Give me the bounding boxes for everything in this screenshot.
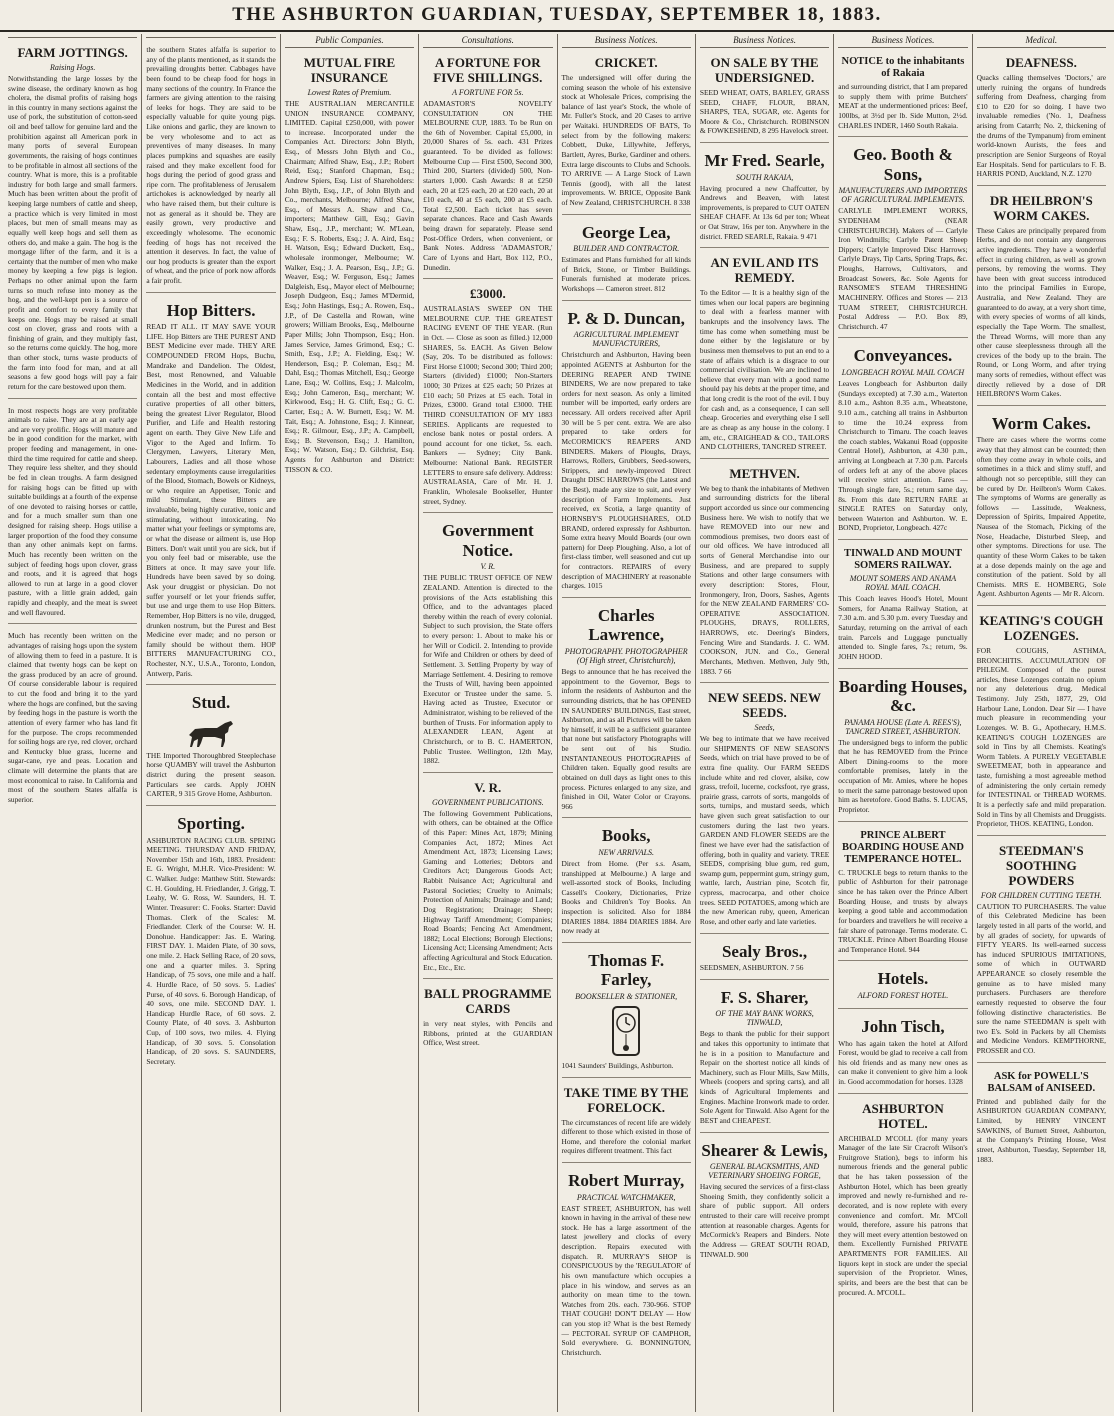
advertisement-block xyxy=(146,297,275,686)
advertisement-block xyxy=(700,147,829,248)
block-text: To the Editor — It is a healthy sign of the times when our local papers are beginning to deal with a fearless manner with bankrupts and the insolvency laws. The time has come when something must be done either by the legislature or by business men themselves to put an end to a state of affairs which is a disgrace to our commercial civilisation. We are inclined to believe that every man with a good name should pay his debts at the proper time, and that long credit is the root of the evil. I buy for cash and, as a consequence, I can sell cheap. Groceries and everything else I sell are as cheap as any house in the colony. I am, etc., CRAIGHEAD & CO., TAILORS AND CLOTHIERS, TANCRED STREET. xyxy=(699,288,830,452)
block-title: ASHBURTON HOTEL. xyxy=(862,1100,944,1131)
advertisement-block xyxy=(838,1098,967,1304)
advertisement-block xyxy=(977,610,1106,836)
advertisement-block xyxy=(700,252,829,459)
block-subtitle: Seeds, xyxy=(754,723,775,733)
advertisement-block xyxy=(562,52,691,215)
advertisement-block xyxy=(8,403,137,625)
advertisement-block xyxy=(146,42,275,293)
advertisement-block xyxy=(423,283,552,513)
clock-engraving xyxy=(603,1003,649,1059)
masthead-title: THE ASHBURTON GUARDIAN, TUESDAY, SEPTEMBER 18, 1883. xyxy=(232,4,882,25)
block-text: The circumstances of recent life are widely different to those which existed in those of Home, and therefore the colonial market requires different treatment. This fact xyxy=(561,1117,691,1156)
block-text: Leaves Longbeach for Ashburton daily (Sundays excepted) at 7.30 a.m., Waterton 8.10 a.m., Ashton 8.35 a.m., Wheatstone, 9.10 a.m., catching all trains in Ashburton to time the 10.24 express from Christchurch to Timaru. The coach leaves the coach stables, Wakanui Road (opposite Central Hotel), Ashburton, at 4.30 p.m., arriving at Longbeach at 7.30 p.m. Parcels of orders left at any of the above places will receive strict attention. Fares — Through single fare, 5s.; return same day, 8s. From this date RETURN FARE at SINGLE RATES on Saturday only, between Waterton and Ashburton. W. E. BOND, Proprietor, Longbeach. 427c xyxy=(838,379,968,533)
block-title: Boarding Houses, &c. xyxy=(838,676,968,716)
block-text: the southern States alfalfa is superior to any of the plants mentioned, as it stands the prevailing droughts better. Cabbages have been found to be cheap food for hogs in many sections of the country. In France the farmers are giving attention to the raising of leeks for hogs. They are said to be especially valuable for quite young pigs. Like onions and garlic, they are known to be very wholesome and to act as preventives of many diseases. In many places pumpkins and squashes are easily raised and they make excellent food for hogs during the period of good grass and ripe corn. The profitableness of Jerusalem artichokes is acknowledged by nearly all who have raised them, but their culture is not as general as it should be. They are easily grown, very productive and exceedingly wholesome. The economic feeding of hogs has not received the attention it deserves. In fact, the value of our hog products is greater than the export of wheat, and the price of pork now affords a fair profit. xyxy=(146,45,276,285)
advertisement-block xyxy=(562,947,691,1078)
block-text: Christchurch and Ashburton, Having been appointed AGENTS at Ashburton for the DEERING REAPER AND TWINE BINDERS, We are now prepared to take orders for next season. As only a limited number will be imported, early orders are necessary. All orders received after April 30 will be 5 per cent. extra. We are also prepared to take orders for McCORMICK'S REAPERS AND BINDERS. Makers of Ploughs, Drays, Harrows, Rollers, Grubbers, Seed-sowers, Strippers, and newly-improved Direct Draught DISC HARROWS (the Latest and the Best), made any size to suit, and every description of Farm Implements. Just received, ex Scotia, a large quantity of HORNSBY'S PLOUGHSHARES, OLD BRAND, ordered expressly for Ashburton. Some extra heavy Mould Boards (our own pattern) for Deep Ploughing. Also, a lot of first-class timber, well seasoned and cut up for contractors. REPAIRS of every description of MACHINERY at reasonable charges. 1015 xyxy=(561,350,691,591)
block-text: in very neat styles, with Pencils and Ribbons, printed at the GUARDIAN Office, West street. xyxy=(423,1019,553,1048)
advertisement-block xyxy=(838,342,967,540)
block-title: FARM JOTTINGS. xyxy=(17,45,128,60)
block-title: Sporting. xyxy=(177,813,245,833)
block-subtitle: MOUNT SOMERS AND ANAMA ROYAL MAIL COACH. xyxy=(849,574,957,593)
block-title: DEAFNESS. xyxy=(1005,55,1077,70)
advertisement-block xyxy=(977,410,1106,606)
block-text: This Coach leaves Hood's Hotel, Mount Somers, for Anama Railway Station, at 7.30 a.m. and 5.30 p.m. every Tuesday and Saturday, returning on the arrival of each train. Parcels and Luggage punctually attended to. Single fares, 7s.; return, 9s. JOHN HOOD. xyxy=(838,594,968,661)
advertisement-block xyxy=(977,1067,1106,1171)
column-3 xyxy=(280,34,418,1412)
column-header: Public Companies. xyxy=(285,34,414,48)
block-title: Government Notice. xyxy=(442,521,534,560)
block-title: AN EVIL AND ITS REMEDY. xyxy=(710,255,819,286)
block-subtitle: BUILDER AND CONTRACTOR. xyxy=(573,244,680,254)
block-subtitle: A FORTUNE FOR 5s. xyxy=(452,87,524,97)
block-text: ASHBURTON RACING CLUB. SPRING MEETING. THURSDAY AND FRIDAY, November 15th and 16th, 1883. President: E. G. Wright, M.H.R. Vice-President: W. C. Walker. Judge: Matthew Stitt. Stewards: C. H. Goulding, H. Friedlander, J. Grigg, T. Leahy, W. G. Ross, W. Saunders, H. T. Winter. Treasurer: C. Fooks. Starter: David Thomas. Clerk of the Scales: M. Friedlander. Clerk of the Course: W. H. Donohue. Handicapper: Jas. E. Waring. FIRST DAY. 1. Maiden Plate, of 30 sovs, one mile. 2. Hack Selling Race, of 20 sovs, one and a quarter miles. 3. Spring Handicap, of 75 sovs, one mile and a half. 4. Hurdle Race, of 50 sovs. 5. Ladies' Purse, of 40 sovs. 6. Borough Handicap, of 40 sovs, one mile. SECOND DAY. 1. Handicap Hurdle Race, of 60 sovs. 2. County Plate, of 40 sovs. 3. Ashburton Cup, of 100 sovs, two miles. 4. Flying Handicap, of 30 sovs. 5. Consolation Handicap, of 20 sovs. S. SAUNDERS, Secretary. xyxy=(146,835,276,1066)
masthead xyxy=(0,0,1114,32)
advertisement-block xyxy=(146,810,275,1073)
advertisement-block xyxy=(977,52,1106,186)
block-subtitle: NEW ARRIVALS. xyxy=(598,847,655,857)
block-title: Sealy Bros., xyxy=(721,941,808,961)
block-title: V. R. xyxy=(474,779,502,795)
advertisement-block xyxy=(423,517,552,773)
block-title: DR HEILBRON'S WORM CAKES. xyxy=(989,192,1093,223)
block-title: Geo. Booth & Sons, xyxy=(853,145,953,184)
columns-container xyxy=(4,34,1110,1412)
advertisement-block xyxy=(8,628,137,810)
block-title: A FORTUNE FOR FIVE SHILLINGS. xyxy=(433,55,543,85)
column-header: Business Notices. xyxy=(700,34,829,48)
block-text: Direct from Home. (Per s.s. Asam, transhipped at Melbourne.) A large and well-assorted stock of Books, Including Cassell's Cookery, Dictionaries, Prize Books and Children's Toy Books. An inspection is solicited. Also for 1884 DIARIES 1884. 1884 DIARIES 1884. Are now ready at xyxy=(561,858,691,936)
block-text: CAUTION TO PURCHASERS. The value of this Celebrated Medicine has been largely tested in all parts of the world, and by all grades of society, for upwards of FIFTY YEARS. Its well-earned success has induced SPURIOUS IMITATIONS, some of which in OUTWARD APPEARANCE so closely resemble the genuine as to have misled many purchasers. Purchasers are therefore earnestly requested to observe the four following distinctive characteristics. Be sure the name STEEDMAN is spelt with two E's. Sold in Packets by all Chemists and Medicine Vendors. KEMPTHORNE, PROSSER and CO. xyxy=(976,901,1106,1056)
advertisement-block xyxy=(838,1013,967,1094)
block-text: THE Imported Thoroughbred Steeplechase horse QUAMBY will travel the Ashburton district during the present season. Particulars see cards. Apply JOHN CARTER, 9 315 Grove Home, Ashburton. xyxy=(146,750,276,799)
block-subtitle: LONGBEACH ROYAL MAIL COACH xyxy=(841,368,965,378)
block-subtitle: PRACTICAL WATCHMAKER, xyxy=(576,1192,676,1202)
advertisement-block xyxy=(838,965,967,1009)
block-title: John Tisch, xyxy=(861,1016,945,1036)
column-1 xyxy=(4,34,141,1412)
advertisement-block xyxy=(700,687,829,933)
horse-engraving xyxy=(181,715,241,749)
block-text: 1041 Saunders' Buildings, Ashburton. xyxy=(561,1061,674,1071)
block-text: Printed and published daily for the ASHBURTON GUARDIAN COMPANY, Limited, by HENRY VINCENT SAWKINS, of Burnett Street, Ashburton, at the Company's Printing House, West street, Ashburton, Tuesday, September 18, 1883. xyxy=(976,1096,1106,1164)
advertisement-block xyxy=(562,602,691,818)
block-text: AUSTRALASIA'S SWEEP ON THE MELBOURNE CUP. THE GREATEST RACING EVENT OF THE YEAR. (Run in Oct. — Close as soon as filled.) 12,000 SHARES, 5s. EACH. As Given Below (Say, 20s. To be distributed as follows: First Horse £1000; Second 300; Third 200; Starters (divided) £1000; Non-Starters 1000; 30 Prizes at £25 each; 50 Prizes at £10 each; 50 Prizes at £5 each. Total in Prizes, £3000. Grand total £3000. THE THIRD CONSULTATION OF MY 1883 SERIES. Applicants are requested to enclose bank notes or postal orders. A pound account for one ticket, 5s. each. Bankers — Sydney; City Bank. Melbourne: National Bank. REGISTER LETTERS to ensure safe delivery. Address: AUSTRALASIA, Care of Mr. H. J. Franklin, Wholesale Bookseller, Hunter street, Sydney. xyxy=(423,304,553,506)
block-title: NEW SEEDS. NEW SEEDS. xyxy=(708,690,821,721)
column-4 xyxy=(418,34,556,1412)
block-text: The undersigned will offer during the coming season the whole of his extensive stock at Wholesale Prices, comprising the balance of last year's Stock, the whole of Mr. Fuller's Stock, and 20 Cases to arrive per Waitaki. HUNDREDS OF BATS, To select from by the following makers: Cobbett, Duke, Lillywhite, Jefferys, Bartlett, Ayres, Burke, Gardiner and others. Extra large discounts to Clubs and Schools. TO ARRIVE — A Large Stock of Lawn Tennis (good), with all the latest improvements. W. BRICE, Opposite Bank of New Zealand, CHRISTCHURCH. 8 338 xyxy=(561,72,691,208)
block-subtitle: MANUFACTURERS AND IMPORTERS OF AGRICULTURAL IMPLEMENTS. xyxy=(838,186,968,205)
advertisement-block xyxy=(700,1137,829,1266)
column-header: Consultations. xyxy=(423,34,552,48)
block-text: THE AUSTRALIAN MERCANTILE UNION INSURANCE COMPANY, LIMITED. Capital £250,000, with power to increase. Incorporated under the Companies Act. Directors: John Blyth, Esq., of Messrs John Blyth and Co., Chairman; Alfred Shaw, Esq., J.P.; Robert Reid, Esq.; Stanford Chapman, Esq.; Andrew Spiers, Esq. List of Shareholders: John Blyth, Esq., J.P., of John Blyth and Co., merchants, Melbourne; Alfred Shaw, Esq., of Messrs A. Shaw and Co., importers; Matthew Gill, Esq.; Gavin Shaw, Esq., J.P., merchant; W. M'Lean, Esq.; F. S. Roberts, Esq.; J. A. Aird, Esq.; H. Watson, Esq.; Edward Duckett, Esq., wholesale ironmonger, Melbourne; W. Walker, Esq.; J. A. Pearson, Esq., J.P.; G. Weaver, Esq.; W. Ferguson, Esq.; James Dalgleish, Esq., Mayor elect of Melbourne; Joseph Dudgeon, Esq.; James M'Dermid, Esq.; John Hastings, Esq.; A. Rowen, Esq., J.P., of De Castella and Rowan, wine growers; William Brooks, Esq., Melbourne Paper Mills; John Thompson, Esq.; Hon. James Service, James Grimond, Esq.; C. Smith, Esq., J.P.; A. Fielding, Esq.; W. Henderson, Esq.; P. Coleman, Esq.; M. Dahl, Esq.; Thomas Mitchell, Esq.; George Lane, Esq.; W. Collins, Esq.; J. Malcolm, Esq.; John Cameron, Esq., merchant; W. Kirkwood, Esq.; H. G. Clift, Esq.; G. C. Carter, Esq.; A. W. Burnett, Esq.; W. M. Tait, Esq.; A. Johnstone, Esq.; J. Kinnear, Esq.; R. Gilmour, Esq., J.P.; A. Campbell, Esq.; B. Stevenson, Esq.; J. Hamilton, Esq.; W. Watson, Esq.; D. Gilchrist, Esq. Agents for Ashburton and District: TISSON & CO. xyxy=(284,98,415,474)
block-subtitle: GOVERNMENT PUBLICATIONS. xyxy=(432,797,544,807)
block-text: These Cakes are principally prepared from Herbs, and do not contain any dangerous active ingredients. They have a wonderful effect in curing children, as well as grown persons, by removing the worms. They have been with great success introduced into the principal Families in Europe, Australia, and New Zealand. They are guaranteed to do away, at a very short time, with every species of worms of all kinds, especially the Tape Worm. The smallest, the Thread Worms, will more than any other cause sleeplessness through all the crevices of the body up to the brain. The Round, or Long Worm, and after trying many sorts of remedies, without effect was directly relieved by a dose of DR HEILBRON'S Worm Cakes. xyxy=(976,225,1106,399)
advertisement-block xyxy=(423,983,552,1054)
block-text: Having secured the services of a first-class Shoeing Smith, they confidently solicit a share of public support. All orders entrusted to their care will receive prompt attention at reasonable charges. Agents for McCormick's Reapers and Binders. Note the Address — GREAT SOUTH ROAD, TINWALD. 900 xyxy=(699,1182,830,1259)
block-title: Thomas F. Farley, xyxy=(588,950,665,990)
advertisement-block xyxy=(700,938,829,980)
block-text: Begs to thank the public for their support and takes this opportunity to intimate that he is in a position to Manufacture and Repair on the shortest notice all kinds of Machinery, such as Flour Mills, Saw Mills, Wheels (coopers and spring carts), and all kinds of Agricultural Implements and Engines. Machine Ironwork made to order. Sole Agent for Tinwald. Also Agent for the BEST and CHEAPEST. xyxy=(699,1029,830,1125)
block-text: There are cases where the worms come away that they almost can be counted; then often they come away in whole coils, and sometimes in a thick and slimy stuff, and although not so perceptible, still they can be cured by Dr. Heilbron's Worm Cakes. The symptoms of Worms are generally as follows — Lassitude, Weakness, Depression of Spirits, Impaired Appetite, Nausea of the Stomach, Picking of the Nose, Headache, Disturbed Sleep, and other symptoms. Directions for use. The quantity of these Worm Cakes to be taken at a dose depends mainly on the age and constitution of the patient. Sold by all Chemists. MRS E. HOMBERG, Sole Agent. Ashburton Agents — Mr R. Alcorn. xyxy=(976,435,1106,599)
block-title: Worm Cakes. xyxy=(991,413,1091,433)
block-text: ADAMASTOR'S NOVELTY CONSULTATION ON THE MELBOURNE CUP, 1883. To be Run on the 6th of November. Capital £5,000, in 20,000 Shares of 5s. each. 431 Prizes guaranteed. To be divided as follows: Melbourne Cup — First £500, Second 300, Third 200, Starters (divided) 500, Non-starters 1,000. Cash Awards: 8 at £250 each, 20 at £25 each, 20 at £20 each, 20 at £10 each, 40 at £5 each, 200 at £5 each. Total £2,500. Each ticket has seven separate chances. Race and Cash Awards being drawn for separately. Please send Post-Office Orders, when convenient, or Bank Notes. Address 'ADAMASTOR,' Care of Lyons and Hart, Box 112, P.O., Dunedin. xyxy=(423,98,553,272)
block-subtitle: ALFORD FOREST HOTEL. xyxy=(857,990,949,1000)
block-text: FOR COUGHS, ASTHMA, BRONCHITIS. ACCUMULATION OF PHLEGM. Composed of the purest articles, these Lozenges contain no opium nor any deleterious drug. Medical Testimony. July 25th, 1877, 29, Old Harbour Lane, London. Dear Sir — I have much pleasure in recommending your Lozenges. W. B. G., Apothecary, H.M.S. KEATING'S COUGH LOZENGES are sold in Tins by all Chemists. Keating's Worm Tablets. A PURELY VEGETABLE SWEETMEAT, both in appearance and taste, furnishing a most agreeable method of administering the only certain remedy for INTESTINAL or THREAD WORMS. It is a perfectly safe and mild preparation. Sold in Tins by all Chemists and Druggists. Proprietor, THOS. KEATING, London. xyxy=(976,645,1106,829)
advertisement-block xyxy=(838,544,967,669)
column-header xyxy=(8,34,137,38)
block-subtitle: V. R. xyxy=(480,562,496,572)
block-title: £3000. xyxy=(469,286,506,302)
column-header: Business Notices. xyxy=(562,34,691,48)
block-title: Hotels. xyxy=(877,969,929,989)
advertisement-block xyxy=(562,1082,691,1163)
block-text: ARCHIBALD M'COLL (for many years Manager of the late Sir Cracroft Wilson's Fruitgrove Station), begs to inform his numerous friends and the general public that he has taken possession of the Ashburton Hotel, which has been greatly improved and newly re-furnished and re-decorated, and is now replete with every convenience and comfort. Mr. M'Coll would, therefore, assure his patrons that they will meet every attention bestowed on them. Excellently Furnished PRIVATE APARTMENTS FOR FAMILIES. All liquors kept in stock are under the special supervision of the Proprietor. Wines, spirits, and beers are the best that can be procured. A. M'COLL. xyxy=(838,1133,968,1297)
block-title: P. & D. Duncan, xyxy=(567,308,685,328)
advertisement-block xyxy=(285,52,414,480)
block-text: THE PUBLIC TRUST OFFICE OF NEW ZEALAND. Attention is directed to the provisions of the Acts establishing this Office, and to the advantages placed thereby within the reach of every colonial. Subject to such provision, the State offers to every person: 1. About to make his or her Will or Codicil. 2. Intending to provide for Wife and Children or others by deed of Settlement. 3. Settling Property by way of Marriage Settlement. 4. Desiring to remove the Trusts of Will, having been appointed Executor or Trustee under the same. 5. Having acted as Trustee, Executor or Administrator, wishing to be relieved of the burthen of Trusts. For information apply to ALEXANDER LEAN, Agent at Christchurch, or to B. C. HAMERTON, Public Trustee. Wellington, 12th May, 1882. xyxy=(423,573,553,766)
block-subtitle: Lowest Rates of Premium. xyxy=(307,87,392,97)
block-title: Conveyances. xyxy=(853,346,953,366)
advertisement-block xyxy=(700,52,829,143)
block-subtitle: PANAMA HOUSE (Late A. REES'S), TANCRED STREET, ASHBURTON. xyxy=(844,717,962,736)
block-title: Charles Lawrence, xyxy=(588,605,665,645)
block-text: SEEDSMEN, ASHBURTON. 7 56 xyxy=(699,963,804,973)
advertisement-block xyxy=(423,52,552,279)
advertisement-block xyxy=(977,840,1106,1063)
advertisement-block xyxy=(423,777,552,980)
block-text: Who has again taken the hotel at Alford Forest, would be glad to receive a call from his old friends and as many new ones as can make it convenient to give him a look in. Good accommodation for horses. 1328 xyxy=(838,1038,968,1087)
block-subtitle: PHOTOGRAPHY. PHOTOGRAPHER (Of High street, Christchurch), xyxy=(564,647,688,665)
block-title: METHVEN. xyxy=(729,465,800,481)
block-title: MUTUAL FIRE INSURANCE xyxy=(303,55,396,85)
block-text: Notwithstanding the large losses by the swine disease, the ordinary known as hog cholera, the dismal profits of raising hogs in this country in many sections against the use of pork, the substitution of cotton-seed oil and beef tallow for genuine lard and the prohibition against all American pork in many ports of several European governments, the raising of hogs continues to be profitable in almost all sections of the country. What is more, this is a profitable industry for both large and small farmers. Much has been written about the profit of keeping large numbers of cattle and sheep, a practice which is very limited in most places, but men of small means may as equally well keep hogs and sell them as others do, and make a gain. The hog is the mortgage lifter of the farm, and it is a certainty that the number of men who make money by keeping a few pigs is legion. Perhaps no other animal upon the farm turns so much refuse into money as the hog, and the well-kept pen is a source of profit and comfort to every family that keeps one. Hogs may be raised at small cost on clover, grass and roots with a finishing of grain, and they multiply fast, so the returns come quickly. The hog, more than other stock, turns waste products of the farm into food for man, and at all seasons a few good hogs will pay a fair return for the care bestowed upon them. xyxy=(8,73,138,391)
advertisement-block xyxy=(838,52,967,137)
block-text: In most respects hogs are very profitable animals to raise. They are at an early age and are very prolific. Hogs will mature and be in good condition for the market, with proper feeding and management, in one-third the time required for cattle and sheep. They require less shelter, and they should be fed in clean troughs. A farm designed for raising hogs can be fitted up with suitable buildings at a fourth of the expense of one devoted to raising horses or cattle, and for a much smaller sum than one designed for raising sheep. Hogs utilise a larger proportion of the food they consume than any other animals kept on farms. Much has recently been written on the subject of feeding hogs upon clover, grass and roots, and it is agreed that hogs allowed to run at large in a good clover pasture, with a little grain added, gain rapidly and cheaply, and the meat is sweet and well flavoured. xyxy=(8,405,138,617)
block-title: Stud. xyxy=(191,693,231,713)
advertisement-block xyxy=(700,463,829,683)
column-7 xyxy=(833,34,971,1412)
block-text: CARLYLE IMPLEMENT WORKS, SYDENHAM (NEAR CHRISTCHURCH). Makers of — Carlyle Iron Windmills; Carlyle Patent Sheep Dippers; Carlyle Improved Disc Harrows; Carlyle Drays, Tip Carts, Spring Traps, &c. Ploughs, Harrows, Cultivators, and Broadcast Sowers, &c. Sole Agents for RANSOME'S STEAM THRESHING MACHINERY. Offices and Stores — 213 TUAM STREET, CHRISTCHURCH. Postal Address — P.O. Box 89, Christchurch. 47 xyxy=(838,206,968,331)
block-subtitle: OF THE MAY BANK WORKS, TINWALD, xyxy=(715,1009,814,1028)
advertisement-block xyxy=(838,673,967,822)
block-title: Hop Bitters. xyxy=(166,300,256,320)
block-subtitle: BOOKSELLER & STATIONER, xyxy=(575,992,678,1002)
block-text: Estimates and Plans furnished for all kinds of Brick, Stone, or Timber Buildings. Funerals furnished at moderate prices. Workshops — Cameron street. 812 xyxy=(561,255,691,294)
column-header: Medical. xyxy=(977,34,1106,48)
column-5 xyxy=(557,34,695,1412)
block-title: STEEDMAN'S SOOTHING POWDERS xyxy=(999,842,1084,888)
advertisement-block xyxy=(146,689,275,806)
column-6 xyxy=(695,34,833,1412)
advertisement-block xyxy=(8,42,137,399)
block-subtitle: GENERAL BLACKSMITHS, AND VETERINARY SHOEING FORGE, xyxy=(708,1162,821,1181)
advertisement-block xyxy=(562,1167,691,1364)
column-2 xyxy=(141,34,279,1412)
block-title: KEATING'S COUGH LOZENGES. xyxy=(979,613,1104,644)
advertisement-block xyxy=(562,219,691,301)
block-title: TINWALD AND MOUNT SOMERS RAILWAY. xyxy=(844,548,962,572)
block-title: ON SALE BY THE UNDERSIGNED. xyxy=(710,55,819,85)
advertisement-block xyxy=(838,141,967,338)
block-text: SEED WHEAT, OATS, BARLEY, GRASS SEED, CHAFF, FLOUR, BRAN, SHARPS, TEA, SUGAR, etc. Agents for Moore & Co., Christchurch. ROBINSON & FOWKESHEND, 8 295 Havelock street. xyxy=(699,87,830,136)
block-title: TAKE TIME BY THE FORELOCK. xyxy=(563,1084,689,1115)
advertisement-block xyxy=(838,826,967,962)
block-title: George Lea, xyxy=(581,222,671,242)
block-title: Mr Fred. Searle, xyxy=(704,151,825,170)
block-subtitle: AGRICULTURAL IMPLEMENT MANUFACTURERS, xyxy=(573,330,679,349)
advertisement-block xyxy=(700,984,829,1133)
advertisement-block xyxy=(562,822,691,943)
block-title: NOTICE to the inhabitants of Rakaia xyxy=(841,56,965,80)
block-title: Shearer & Lewis, xyxy=(701,1140,828,1160)
block-title: F. S. Sharer, xyxy=(720,987,809,1007)
column-header xyxy=(146,34,275,38)
advertisement-block xyxy=(562,305,691,598)
block-text: C. TRUCKLE begs to return thanks to the public of Ashburton for their patronage since he has taken over the Prince Albert Boarding House, and trusts by always keeping a good table and accommodation for boarders and travellers he will receive a fair share of patronage. Terms moderate. C. TRUCKLE. Prince Albert Boarding House and Temperance Hotel. 944 xyxy=(838,867,968,954)
block-title: ASK for POWELL'S BALSAM of ANISEED. xyxy=(987,1070,1096,1094)
block-subtitle: FOR CHILDREN CUTTING TEETH. xyxy=(980,890,1102,900)
block-text: The following Government Publications, with others, can be obtained at the Office of this Paper: Mines Act, 1879; Mining Companies Act, 1872; Mines Act Amendment Act, 1873; Licensing Laws; Gaming and Lotteries; Debtors and Creditors Act; Dangerous Goods Act; Rabbit Nuisance Act; Agricultural and Pastoral Societies; Cruelty to Animals; Protection of Animals; Drainage and Land; Dog Registration; Drainage; Sheep; Highway Tariff Amendment; Companies; Road Boards; Fencing Act Amendment, 1882; Local Elections; Borough Elections; Licensing Act; Licensing Amendment; Acts affecting Agricultural and Stock Education. Etc., Etc., Etc. xyxy=(423,808,553,972)
block-text: READ IT ALL. IT MAY SAVE YOUR LIFE. Hop Bitters are THE PUREST AND BEST Medicine ever made. THEY ARE COMPOUNDED FROM Hops, Buchu, Mandrake and Dandelion. The Oldest, Best, most Renowned, and Valuable Medicines in the World, and in addition contain all the best and most effective curative properties of all other bitters, being the greatest Liver Regulator, Blood Purifier, and Life and Health restoring agent on earth. They Give New Life and Vigor to the Aged and Infirm. To Clergymen, Lawyers, Literary Men, Labourers, Ladies and all those whose sedentary employments cause irregularities of the Blood, Stomach, Bowels or Kidneys, or who require an Appetiser, Tonic and mild Stimulant, these Bitters are invaluable, being highly curative, tonic and stimulating, without intoxicating. No matter what your feelings or symptoms are, or what the disease or ailment is, use Hop Bitters. Don't wait until you are sick, but if you only feel bad or miserable, use the Bitters at once. It may save your life. Hundreds have been saved by so doing. Ask your druggist or physician. Do not suffer yourself or let your friends suffer, but use and urge them to use Hop Bitters. Remember, Hop Bitters is no vile, drugged, drunken nostrum, but the Purest and Best Medicine ever made; and no person or family should be without them. HOP BITTERS MANUFACTURING CO., Rochester, N.Y., U.S.A., Toronto, London, Antwerp, Paris. xyxy=(146,322,276,678)
block-title: CRICKET. xyxy=(594,55,658,70)
block-title: Robert Murray, xyxy=(568,1171,685,1191)
block-title: BALL PROGRAMME CARDS xyxy=(424,986,552,1017)
block-text: Begs to announce that he has received the appointment to the Governor, Begs to inform the residents of Ashburton and the surrounding districts, that he has OPENED IN SAUNDERS' BUILDINGS, East street, Ashburton, and as all Pictures will be taken by himself, it will be a sufficient guarantee that none but satisfactory Photographs will be sent out of his Studio. INSTANTANEOUS PHOTOGRAPHS of Children taken. Equally good results are obtained on dull days as light ones to this process. Pictures enlarged to any size, and finished in Oil, Water Color or Crayons. 966 xyxy=(561,667,691,811)
block-text: Much has recently been written on the advantages of raising hogs upon the system of allowing them to feed in a pasture. It is claimed that twenty hogs can be kept on the grass produced by an acre of ground. Of course considerable labour is required to cut the food and bring it to the yard where the hogs are confined, but the saving by feeding hogs in the pasture is worth the attention of every farmer who has land fit for the purpose. The crops recommended for soiling hogs are rye, red clover, orchard and Kentucky blue grass, lucerne and sugar-cane, rye and peas. Location and climate will determine the plants that are most economical to raise. In California and most of the southern States alfalfa is superior. xyxy=(8,631,138,804)
column-8 xyxy=(972,34,1110,1412)
block-text: We beg to intimate that we have received our SHIPMENTS OF NEW SEASON'S Seeds, which on trial have proved to be of extra fine quality. Our FARM SEEDS include white and red clover, alsike, cow grass, trefoil, lucerne, cocksfoot, rye grass, prairie grass, carrots of sorts, mangolds of sorts, turnips, and mustard seeds, which have given such great satisfaction to our customers during the last two years. GARDEN AND FLOWER SEEDS are the finest we have ever had the satisfaction of offering, both in quality and variety. TREE SEEDS, comprising blue gum, red gum, swamp gum, peppermint gum, stringy gum, wattle, larch, Austrian pine, Scotch fir, cypress, macrocarpa, and other choice trees. SEED POTATOES, among which are the new American ruby, queen, American Rose, and other early and late varieties. xyxy=(699,734,830,926)
block-text: EAST STREET, ASHBURTON, has well known in having in the arrival of these new stock. He has a large assortment of the latest jewellery and clocks of every description. Repairs executed with dispatch. R. MURRAY'S SHOP is CONSPICUOUS by the 'REGULATOR' of his own manufacture which occupies a place in his window, and serves as an authority on mean time to the town. Watches from 20s. each. 730-966. STOP THAT COUGH! DON'T DELAY — How can you stop it? What is the best Remedy — PECTORAL SYRUP OF CAMPHOR, Sold everywhere. G. BONNINGTON, Christchurch. xyxy=(561,1203,691,1357)
block-text: and surrounding district, that I am prepared to supply them with prime Butchers' MEAT at the undermentioned prices: Beef, 100lbs, at 3½d per lb. Side Mutton, 2½d. CHARLES INDER, 1460 South Rakaia. xyxy=(838,82,968,130)
block-subtitle: Raising Hogs. xyxy=(50,62,96,72)
advertisement-block xyxy=(977,190,1106,406)
block-title: PRINCE ALBERT BOARDING HOUSE AND TEMPERANCE HOTEL. xyxy=(841,829,964,865)
block-text: Having procured a new Chaffcutter, by Andrews and Beaven, with latest improvements, is prepared to CUT OATEN SHEAF CHAFF. At 13s 6d per ton; Wheat or Oat Straw, 16s per ton. Anywhere in the district. FRED SEARLE, Rakaia. 9 471 xyxy=(699,183,830,241)
block-text: Quacks calling themselves 'Doctors,' are utterly ruining the organs of hundreds suffering from Deafness, charging from £10 to £20 for so doing. I have two invaluable remedies ('No. 1, Deafness arising from Catarrh; No. 2, thickening of the drums of the Tympanum) from eminent world-known Aurists, the fees and prescription are Senior Surgeons of Royal Ear Hospitals. Send for particulars to F. B. HARRIS POND, Auckland, N.Z. 1270 xyxy=(976,72,1106,179)
block-subtitle: SOUTH RAKAIA, xyxy=(735,172,794,182)
block-text: The undersigned begs to inform the public that he has REMOVED from the Prince Albert Dining-rooms to the more comfortable premises, lately in the occupation of Mr. Amies, where he hopes to merit the same patronage bestowed upon him as heretofore. Good Baths. S. LUCAS, Proprietor. xyxy=(838,737,968,814)
column-header: Business Notices. xyxy=(838,34,967,48)
block-title: Books, xyxy=(601,826,651,846)
block-text: We beg to thank the inhabitants of Methven and surrounding districts for the liberal support accorded us since our commencing Business here. We wish to notify that we have REMOVED into our new and commodious premises, two doors east of our old offices. We have introduced all sorts of General Merchandise into our Business, and are prepared to supply Stations and other large consumers with every description: Stores, Flour, Ironmongery, Iron, Doors, Sashes, Agents for the NEW ZEALAND FARMERS' CO-OPERATIVE ASSOCIATION. PLOUGHS, DRAYS, ROLLERS, HARROWS, etc. Deering's Binders, Fencing Wire and Standards. J. C. WM. COOKSON, JUN. and Co., General Merchants, Methven. Methven, July 9th, 1883. 7 66 xyxy=(699,483,830,676)
